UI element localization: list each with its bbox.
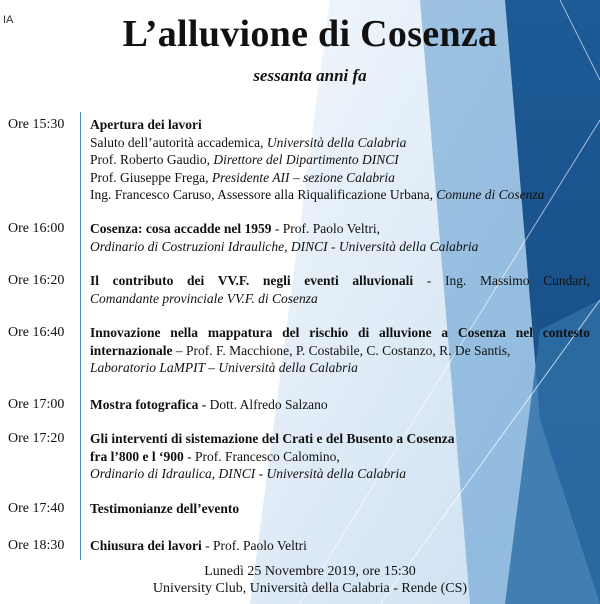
schedule-time: Ore 17:40 <box>8 501 65 516</box>
schedule-time: Ore 16:40 <box>8 325 65 340</box>
schedule-description: Mostra fotografica - Dott. Alfredo Salzano <box>90 397 328 412</box>
schedule-description: Gli interventi di sistemazione del Crati e del Busento a Cosenza fra l’800 e l ‘900 - Prof. Francesco Calomino, Ordinario di Idraulica, DINCI - Università della Calabria <box>90 431 455 481</box>
schedule-title: Testimonianze dell’evento <box>90 501 240 516</box>
schedule-time: Ore 17:20 <box>8 431 65 446</box>
corner-label: IA <box>3 14 14 26</box>
event-venue: University Club, Università della Calabria - Rende (CS) <box>152 581 468 596</box>
page-subtitle: sessanta anni fa <box>253 66 367 85</box>
schedule-description: Innovazione nella mappatura del rischio di alluvione a Cosenza nel contesto internazionale – Prof. F. Macchione, P. Costabile, C. Costanzo, R. De Santis, Laboratorio LaMPIT – Università della Calabria <box>90 325 590 375</box>
schedule-time: Ore 16:00 <box>8 221 65 236</box>
schedule-title: Cosenza: cosa accadde nel 1959 <box>90 221 272 236</box>
schedule-title: Apertura dei lavori <box>90 117 202 132</box>
schedule-description: Chiusura dei lavori - Prof. Paolo Veltri <box>90 538 307 553</box>
event-date: Lunedì 25 Novembre 2019, ore 15:30 <box>204 564 416 579</box>
schedule-time: Ore 16:20 <box>8 273 65 288</box>
schedule-title: Chiusura dei lavori <box>90 538 202 553</box>
schedule-title: Mostra fotografica - <box>90 397 207 412</box>
schedule-description <box>90 500 590 518</box>
schedule-title: Il contributo dei VV.F. negli eventi alluvionali <box>90 273 414 288</box>
schedule-title: Innovazione nella mappatura del rischio di alluvione a Cosenza nel contesto <box>90 325 590 340</box>
schedule-description: Apertura dei lavori Saluto dell’autorità accademica, Università della Calabria Prof. Roberto Gaudio, Direttore del Dipartimento DINCI Prof. Giuseppe Frega, Presidente AII – sezione Calabria Ing. Francesco Caruso, Assessore alla Riqualificazione Urbana, Comune di Cosenza <box>90 117 545 202</box>
timeline-divider <box>80 112 81 560</box>
schedule-time: Ore 15:30 <box>8 117 65 132</box>
schedule-title: Gli interventi di sistemazione del Crati e del Busento a Cosenza <box>90 431 455 446</box>
schedule-time: Ore 17:00 <box>8 397 65 412</box>
page-title: L’alluvione di Cosenza <box>122 13 498 55</box>
schedule-time: Ore 18:30 <box>8 538 65 553</box>
schedule-description: Cosenza: cosa accadde nel 1959 - Prof. Paolo Veltri, Ordinario di Costruzioni Idrauliche, DINCI - Università della Calabria <box>90 221 479 254</box>
schedule-description: Il contributo dei VV.F. negli eventi alluvionali - Ing. Massimo Cundari, Comandante provinciale VV.F. di Cosenza <box>90 273 590 306</box>
